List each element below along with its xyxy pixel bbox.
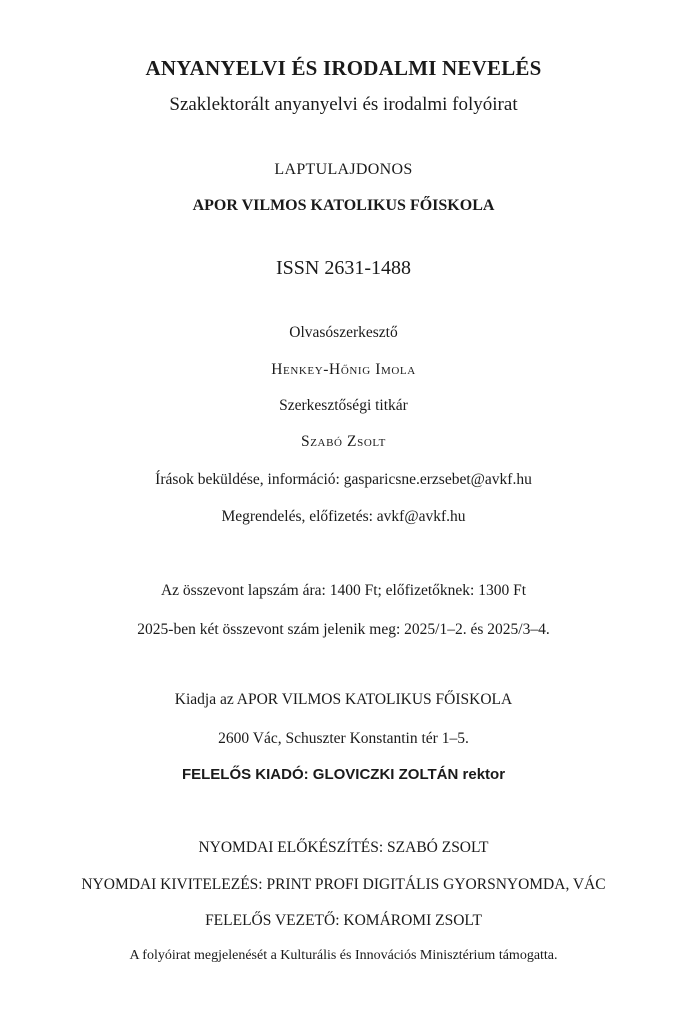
reader-editor-label: Olvasószerkesztő [289, 324, 398, 341]
publisher-line: Kiadja az APOR VILMOS KATOLIKUS FŐISKOLA [174, 691, 513, 708]
journal-subtitle: Szaklektorált anyanyelvi és irodalmi folyóirat [169, 94, 518, 115]
printer-line: NYOMDAI KIVITELEZÉS: PRINT PROFI DIGITÁLIS GYORSNYOMDA, VÁC [81, 876, 606, 893]
owner-name: APOR VILMOS KATOLIKUS FŐISKOLA [192, 197, 495, 214]
reader-editor-name: Henkey-Hőnig Imola [271, 361, 416, 378]
order-contact: Megrendelés, előfizetés: avkf@avkf.hu [221, 508, 466, 525]
support-note: A folyóirat megjelenését a Kulturális és Innovációs Minisztérium támogatta. [129, 948, 558, 963]
price-line: Az összevont lapszám ára: 1400 Ft; előfizetőknek: 1300 Ft [160, 582, 527, 599]
issn-number: ISSN 2631-1488 [275, 257, 411, 279]
prepress-line: NYOMDAI ELŐKÉSZÍTÉS: SZABÓ ZSOLT [198, 839, 489, 856]
manager-line: FELELŐS VEZETŐ: KOMÁROMI ZSOLT [205, 912, 482, 929]
secretary-name: Szabó Zsolt [301, 433, 386, 450]
secretary-label: Szerkesztőségi titkár [279, 397, 408, 414]
submission-contact: Írások beküldése, információ: gasparicsne.erzsebet@avkf.hu [155, 471, 532, 488]
owner-label: LAPTULAJDONOS [274, 161, 413, 178]
issues-line: 2025-ben két összevont szám jelenik meg: 2025/1–2. és 2025/3–4. [137, 621, 550, 638]
publisher-address: 2600 Vác, Schuszter Konstantin tér 1–5. [218, 730, 469, 747]
responsible-publisher: FELELŐS KIADÓ: GLOVICZKI ZOLTÁN rektor [181, 766, 506, 783]
journal-title: ANYANYELVI ÉS IRODALMI NEVELÉS [145, 56, 542, 80]
